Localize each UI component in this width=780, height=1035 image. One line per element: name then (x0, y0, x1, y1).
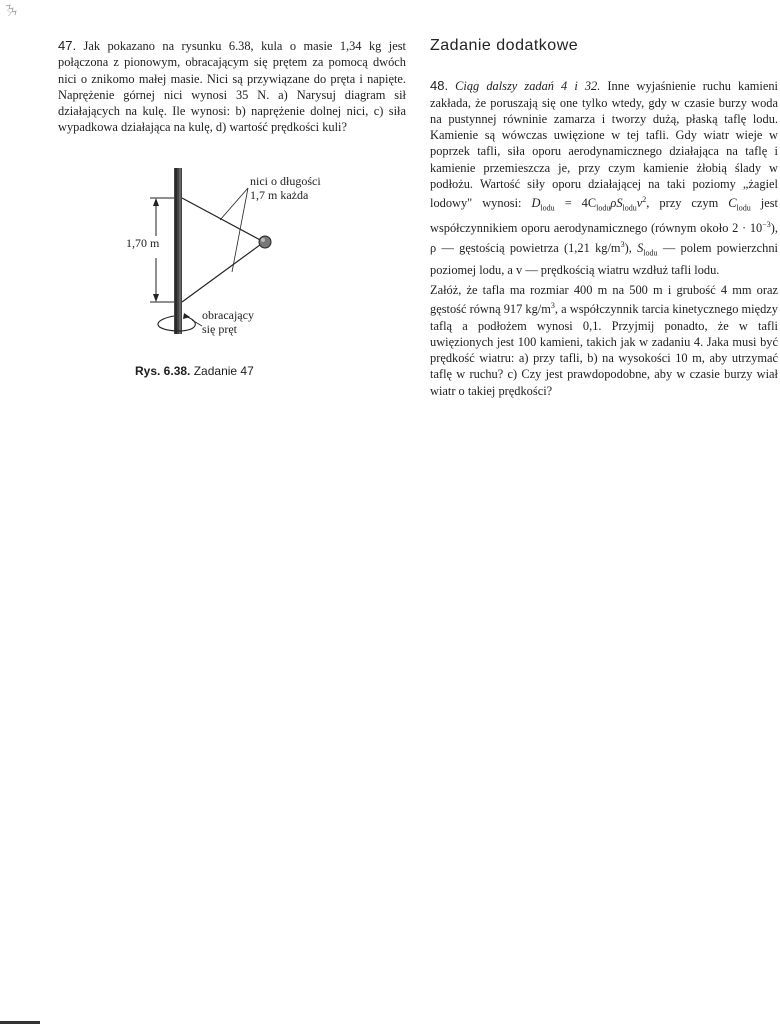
threads-label-line1: nici o długości (250, 174, 321, 188)
caption-text: Zadanie 47 (193, 364, 254, 378)
problem-47-body: Jak pokazano na rysunku 6.38, kula o masie 1,34 kg jest połączona z pionowym, obracającym się prętem za pomocą dwóch nici o znikomo małej masie. Nici są przywiązane do pręta i napięte. Naprężenie górnej nici wynosi 35 N. a) Narysuj diagram sił działających na kulę. Ile wynosi: b) naprężenie dolnej nici, c) siła wypadkowa działająca na kulę, d) wartość prędkości kuli? (58, 39, 406, 135)
formula-v-exp: 2 (642, 195, 647, 205)
problem-48-p2-b: , a współczynnik tarcia kinetycznego między taflą a podłożem wynosi 0,1. Przyjmij ponadto, że w tafli uwięzionych jest 100 kamieni, takich jak w zadaniu 4. Jaka musi być prędkość wiatru: a) przy tafli, b) na wysokości 10 m, aby utrzymać taflę w ruchu? c) Czy jest prawdopodobne, aby w czasie burzy wiał wiatr o takiej prędkości? (430, 302, 778, 398)
lower-thread (182, 242, 264, 302)
bonus-section (430, 38, 778, 403)
problem-48-text-f: — polem powierzchni poziomej lodu, a v — prędkością wiatru wzdłuż tafli lodu. (430, 240, 778, 277)
section-title: Zadanie dodatkowe (430, 37, 579, 54)
problem-47 (58, 38, 406, 140)
formula-s-sub: lodu (622, 203, 637, 213)
problem-47-text (58, 38, 406, 136)
scan-artifact-icon (4, 4, 20, 18)
problem-47-number: 47. (58, 38, 77, 53)
scan-edge-mark (0, 1021, 40, 1024)
problem-48-intro: Ciąg dalszy zadań 4 i 32. (455, 79, 601, 94)
c-symbol: C (728, 196, 737, 211)
figure-caption (135, 364, 254, 378)
s-symbol: S (637, 240, 644, 255)
problem-48-text-d: ), ρ — gęstością powietrza (1,21 kg/m (430, 221, 778, 255)
problem-48-text-e: ), (624, 240, 632, 255)
exp-3: 3 (620, 239, 625, 249)
threads-label-line2: 1,7 m każda (250, 188, 309, 202)
c-symbol-sub: lodu (736, 203, 751, 213)
problem-48-paragraph-2 (430, 282, 778, 399)
formula-v: v (636, 196, 643, 211)
rod-label-line1: obracający (202, 308, 254, 322)
problem-48-text-c: jest współczynnikiem oporu aerodynamicznego (równym około 2 · 10 (430, 196, 778, 236)
rod-label-line2: się pręt (202, 322, 237, 336)
problem-48-p2-a: Załóż, że tafla ma rozmiar 400 m na 500 m i grubość 4 mm oraz gęstość równą 917 kg/m (430, 282, 778, 317)
formula-c-sub: lodu (596, 203, 611, 213)
formula-rho-s: ρS (610, 196, 623, 211)
caption-label: Rys. 6.38. (135, 364, 191, 378)
formula-mid: = 4C (554, 196, 597, 211)
problem-48-text-b: , przy czym (646, 196, 719, 211)
exp-minus-3: −3 (762, 220, 771, 230)
formula-d-symbol: D (531, 196, 541, 211)
s-symbol-sub: lodu (643, 248, 658, 258)
rod-shape (174, 168, 182, 334)
formula-d-sub: lodu (540, 203, 555, 213)
problem-48-paragraph-1 (430, 78, 778, 278)
ball (259, 236, 271, 248)
p2-exp: 3 (550, 301, 555, 311)
problem-48-text-a: Inne wyjaśnienie ruchu kamieni zakłada, że poruszają się one tylko wtedy, gdy w czasie burzy woda na pustynnej równinie zamarza i tworzy dużą, płaską taflę lodu. Kamienie są wówczas uwięzione w tej tafli. Gdy wiatr wieje w poprzek tafli, siła oporu aerodynamicznego działająca na taflę i kamienie przemieszcza je, przy czym kamienie żłobią ślady w podłożu. Wartość siły oporu działającej na taki poziomy „żagiel lodowy" wynosi: (430, 79, 778, 211)
figure-6-38 (126, 160, 321, 340)
upper-thread (182, 198, 264, 242)
problem-48-number: 48. (430, 78, 449, 94)
distance-label: 1,70 m (126, 236, 160, 250)
